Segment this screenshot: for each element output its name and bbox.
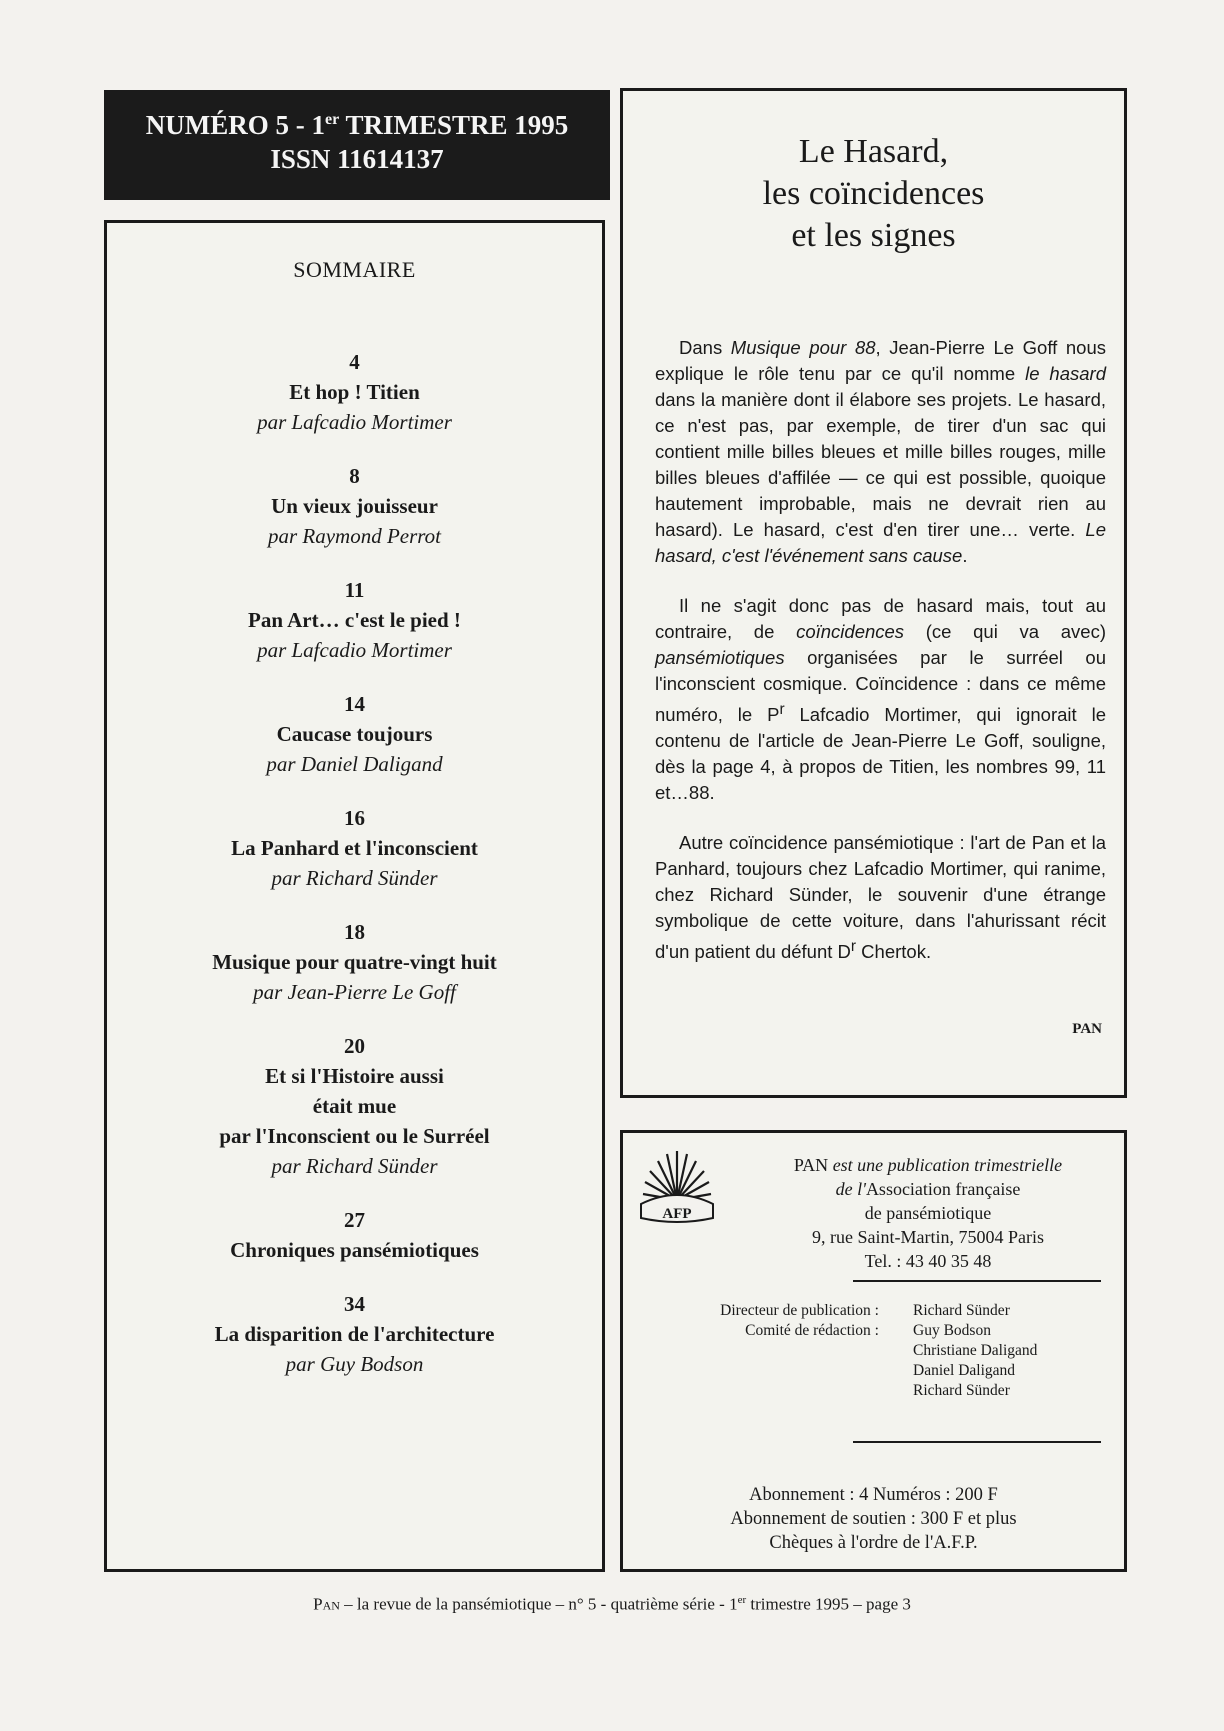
toc-author: par Lafcadio Mortimer [257,638,452,662]
toc-title: Musique pour quatre-vingt huit [212,950,497,974]
issn: ISSN 11614137 [270,144,444,174]
credit-name: Richard Sünder [913,1382,1010,1399]
toc-title: La Panhard et l'inconscient [231,836,478,860]
committee-label: Comité de rédaction : [745,1322,879,1339]
credit-name: Richard Sünder [913,1302,1010,1319]
svg-text:AFP: AFP [662,1206,692,1222]
toc-page-number: 14 [344,692,365,716]
toc-author: par Guy Bodson [285,1352,424,1376]
toc-page-number: 11 [344,578,365,602]
subscriptions: Abonnement : 4 Numéros : 200 F Abonnement de soutien : 300 F et plus Chèques à l'ordre de l'A.F.P. [730,1485,1017,1553]
credit-names [913,1301,1133,1401]
toc-title: Pan Art… c'est le pied ! [248,608,461,632]
toc-page-number: 8 [349,464,360,488]
toc-author: par Richard Sünder [271,1154,438,1178]
toc-item [107,1289,602,1379]
toc-item [107,917,602,1007]
toc-page-number: 18 [344,920,365,944]
toc-page-number: 34 [344,1292,365,1316]
sommaire-box [104,220,605,1572]
toc-author: par Jean-Pierre Le Goff [253,980,456,1004]
toc-page-number: 16 [344,806,365,830]
toc-author: par Lafcadio Mortimer [257,410,452,434]
credit-name: Guy Bodson [913,1322,991,1339]
toc-title: Et si l'Histoire aussi était mue par l'Inconscient ou le Surréel [219,1064,490,1148]
toc-item [107,803,602,893]
toc-item [107,1031,602,1181]
toc-page-number: 20 [344,1034,365,1058]
editorial-box [620,88,1127,1098]
toc-page-number: 27 [344,1208,365,1232]
toc-page-number: 4 [349,350,360,374]
divider [853,1280,1101,1282]
toc-item [107,689,602,779]
credit-name: Christiane Daligand [913,1342,1038,1359]
toc-author: par Richard Sünder [271,866,438,890]
address: 9, rue Saint-Martin, 75004 Paris [812,1227,1044,1247]
toc-title: La disparition de l'architecture [214,1322,495,1346]
page-footer: Pan – la revue de la pansémiotique – n° 5 - quatrième série - 1er trimestre 1995 – page 3 [313,1594,911,1614]
issue-banner [104,90,610,200]
toc-item [107,1205,602,1265]
toc-author: par Daniel Daligand [266,752,443,776]
article-title: Le Hasard, les coïncidences et les signes [762,133,985,254]
toc-title: Un vieux jouisseur [271,494,438,518]
toc-item [107,461,602,551]
publication-box [620,1130,1127,1572]
issue-number: NUMÉRO 5 - 1er TRIMESTRE 1995 [145,110,569,140]
director-label: Directeur de publication : [720,1302,879,1319]
article-signature: PAN [1072,1021,1102,1037]
article-body [655,335,1106,965]
article-paragraph: Autre coïncidence pansémiotique : l'art de Pan et la Panhard, toujours chez Lafcadio Mortimer, qui ranime, chez Richard Sünder, le souvenir d'une étrange symbolique de cette voiture, dans l'ahurissant récit d'un patient du défunt $D^r$ Chertok. [655,832,1106,963]
telephone: Tel. : 43 40 35 48 [864,1251,992,1271]
article-paragraph: Il ne s'agit donc pas de hasard mais, tout au contraire, de coïncidences (ce qui va avec) pansémiotiques organisées par le surréel ou l'inconscient cosmique. Coïncidence : dans ce même numéro, le $P^r$ Lafcadio Mortimer, qui ignorait le contenu de l'article de Jean-Pierre Le Goff, souligne, dès la page 4, à propos de Titien, les nombres 99, 11 et…88. [655,595,1106,804]
toc-title: Et hop ! Titien [289,380,420,404]
publication-info: PAN est une publication trimestrielle de l'Association française de pansémiotique 9, rue Saint-Martin, 75004 Paris Tel. : 43 40 35 48 [743,1153,1113,1273]
toc-title: Chroniques pansémiotiques [230,1238,479,1262]
credit-name: Daniel Daligand [913,1362,1016,1379]
sommaire-title: SOMMAIRE [293,257,416,282]
article-paragraph: Dans Musique pour 88, Jean-Pierre Le Goff nous explique le rôle tenu par ce qu'il nomme le hasard dans la manière dont il élabore ses projets. Le hasard, ce n'est pas, par exemple, de tirer d'un sac qui contient mille billes bleues et mille billes rouges, mille billes bleues d'affilée — ce qui est possible, quoique hautement improbable, mais ne devrait rien au hasard). Le hasard, c'est d'en tirer une… verte. Le hasard, c'est l'événement sans cause. [655,337,1107,566]
divider [853,1441,1101,1443]
toc-item [107,575,602,665]
toc-author: par Raymond Perrot [267,524,442,548]
toc-list [107,347,602,1379]
toc-item [107,347,602,437]
afp-logo-icon [637,1148,717,1230]
toc-title: Caucase toujours [276,722,433,746]
